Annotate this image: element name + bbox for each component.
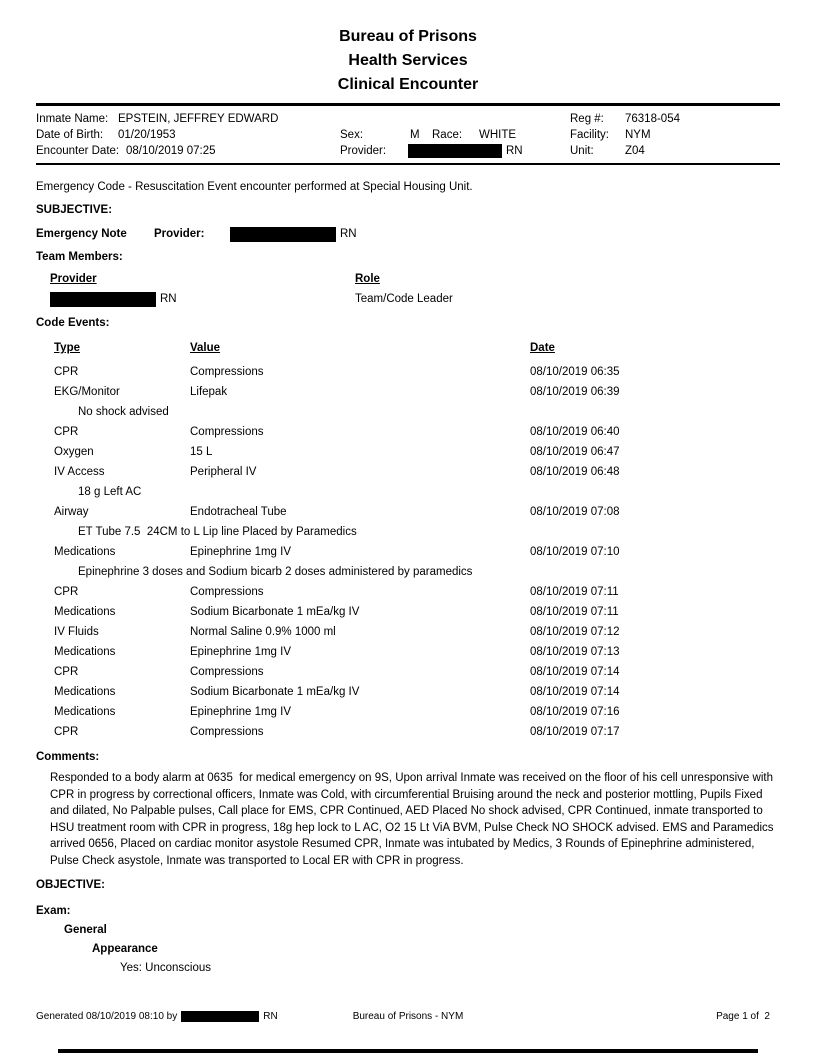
code-event-row bbox=[36, 542, 780, 562]
code-event-row bbox=[36, 602, 780, 622]
code-event-value: Compressions bbox=[190, 726, 264, 738]
info-row-1 bbox=[36, 111, 780, 127]
code-event-type: Medications bbox=[54, 686, 116, 698]
race-value: WHITE bbox=[479, 129, 517, 141]
code-event-row bbox=[36, 622, 780, 642]
code-event-date: 08/10/2019 06:35 bbox=[530, 366, 620, 378]
code-events-table-body bbox=[36, 362, 780, 742]
code-event-item bbox=[36, 642, 780, 662]
code-event-item bbox=[36, 602, 780, 622]
code-event-note: ET Tube 7.5 24CM to L Lip line Placed by Paramedics bbox=[78, 526, 357, 538]
team-members-heading: Team Members: bbox=[36, 251, 123, 263]
code-event-item bbox=[36, 462, 780, 502]
code-event-row bbox=[36, 582, 780, 602]
code-event-value: Compressions bbox=[190, 366, 264, 378]
code-event-row bbox=[36, 422, 780, 442]
header-rule-bottom bbox=[36, 163, 780, 165]
inmate-info-block bbox=[0, 106, 816, 163]
code-event-item bbox=[36, 622, 780, 642]
code-event-item bbox=[36, 382, 780, 422]
code-event-type: CPR bbox=[54, 666, 79, 678]
code-event-type: Oxygen bbox=[54, 446, 94, 458]
document-body bbox=[0, 180, 816, 976]
race-label: Race: bbox=[432, 129, 463, 141]
code-events-table-header bbox=[36, 338, 780, 358]
code-event-row bbox=[36, 502, 780, 522]
code-event-value: Normal Saline 0.9% 1000 ml bbox=[190, 626, 336, 638]
emergency-note-provider-label: Provider: bbox=[154, 228, 205, 240]
code-event-date: 08/10/2019 07:14 bbox=[530, 666, 620, 678]
code-event-type: EKG/Monitor bbox=[54, 386, 120, 398]
code-event-item bbox=[36, 682, 780, 702]
comments-text: Responded to a body alarm at 0635 for medical emergency on 9S, Upon arrival Inmate was received on the floor of his cell unresponsive with CPR in progress by correctional officers, Inmate was Cold, with circumferential Bruising around the neck and posterior mottling, Pupils Fixed and dilated, No Palpable pulses, Call place for EMS, CPR Continued, AED Placed No shock advised, CPR Continued, inmate transported to HSU treatment room with CPR in progress, 18g hep lock to L AC, O2 15 Lt ViA BVM, Pulse Check NO SHOCK advised. EMS and Paramedics arrived 0656, Placed on cardiac monitor asystole Resumed CPR, Inmate was intubated by Medics, 3 Rounds of Epinephrine administered, Pulse Check asystole, Inmate was transported to Local ER with CPR in progress. bbox=[50, 772, 777, 867]
code-event-value: Epinephrine 1mg IV bbox=[190, 706, 292, 718]
code-event-row bbox=[36, 662, 780, 682]
code-event-item bbox=[36, 442, 780, 462]
code-event-date: 08/10/2019 07:12 bbox=[530, 626, 620, 638]
info-row-2 bbox=[36, 127, 780, 143]
code-event-item bbox=[36, 582, 780, 602]
title-line-clinical-encounter: Clinical Encounter bbox=[337, 76, 479, 93]
code-event-value: Epinephrine 1mg IV bbox=[190, 646, 292, 658]
code-event-note: 18 g Left AC bbox=[78, 486, 142, 498]
code-event-date: 08/10/2019 07:08 bbox=[530, 506, 620, 518]
code-event-item bbox=[36, 662, 780, 682]
sex-label: Sex: bbox=[340, 129, 364, 141]
emergency-note-label: Emergency Note bbox=[36, 228, 127, 240]
code-event-date: 08/10/2019 07:16 bbox=[530, 706, 620, 718]
code-event-item bbox=[36, 422, 780, 442]
page-bottom-rule bbox=[58, 1049, 758, 1053]
code-event-value: Sodium Bicarbonate 1 mEa/kg IV bbox=[190, 606, 360, 618]
code-event-type: IV Access bbox=[54, 466, 105, 478]
code-event-row bbox=[36, 642, 780, 662]
code-event-date: 08/10/2019 07:17 bbox=[530, 726, 620, 738]
code-events-type-column-header: Type bbox=[54, 342, 80, 354]
code-event-value: Endotracheal Tube bbox=[190, 506, 287, 518]
team-role-column-header: Role bbox=[355, 273, 380, 285]
facility-label: Facility: bbox=[570, 129, 609, 141]
code-event-row bbox=[36, 362, 780, 382]
encounter-description: Emergency Code - Resuscitation Event encounter performed at Special Housing Unit. bbox=[36, 181, 473, 193]
document-title bbox=[0, 0, 816, 97]
code-event-item bbox=[36, 362, 780, 382]
code-event-date: 08/10/2019 06:39 bbox=[530, 386, 620, 398]
code-event-value: Compressions bbox=[190, 586, 264, 598]
code-event-type: Medications bbox=[54, 606, 116, 618]
team-role-value: Team/Code Leader bbox=[355, 293, 453, 305]
provider-label: Provider: bbox=[340, 145, 387, 157]
facility-value: NYM bbox=[625, 129, 651, 141]
code-event-type: CPR bbox=[54, 586, 79, 598]
code-event-value: Compressions bbox=[190, 666, 264, 678]
code-event-type: CPR bbox=[54, 426, 79, 438]
redaction-emergency-provider-box bbox=[230, 227, 336, 242]
code-event-date: 08/10/2019 06:40 bbox=[530, 426, 620, 438]
code-event-type: Airway bbox=[54, 506, 89, 518]
code-event-row bbox=[36, 442, 780, 462]
code-event-row bbox=[36, 722, 780, 742]
code-event-type: Medications bbox=[54, 546, 116, 558]
encounter-date-value: 08/10/2019 07:25 bbox=[126, 145, 216, 157]
reg-number-value: 76318-054 bbox=[625, 113, 680, 125]
code-event-item bbox=[36, 542, 780, 582]
footer-generated-credentials: RN bbox=[263, 1011, 278, 1022]
code-event-type: IV Fluids bbox=[54, 626, 99, 638]
provider-credentials: RN bbox=[506, 145, 523, 157]
comments-heading: Comments: bbox=[36, 751, 100, 763]
team-table-header bbox=[36, 271, 780, 287]
code-event-row bbox=[36, 682, 780, 702]
code-event-value: Peripheral IV bbox=[190, 466, 257, 478]
code-event-value: 15 L bbox=[190, 446, 213, 458]
dob-label: Date of Birth: bbox=[36, 129, 104, 141]
exam-general-heading: General bbox=[64, 924, 107, 936]
reg-number-label: Reg #: bbox=[570, 113, 604, 125]
code-events-heading: Code Events: bbox=[36, 317, 110, 329]
emergency-note-provider-credentials: RN bbox=[340, 228, 357, 240]
encounter-date-label: Encounter Date: bbox=[36, 145, 120, 157]
team-provider-credentials: RN bbox=[160, 293, 177, 305]
code-event-item bbox=[36, 702, 780, 722]
code-events-date-column-header: Date bbox=[530, 342, 555, 354]
dob-value: 01/20/1953 bbox=[118, 129, 176, 141]
objective-heading: OBJECTIVE: bbox=[36, 879, 106, 891]
code-event-row bbox=[36, 462, 780, 482]
code-event-note: No shock advised bbox=[78, 406, 169, 418]
code-event-date: 08/10/2019 07:11 bbox=[530, 586, 619, 598]
footer-generated-text: Generated 08/10/2019 08:10 by bbox=[36, 1011, 178, 1022]
exam-appearance-heading: Appearance bbox=[92, 943, 158, 955]
unit-label: Unit: bbox=[570, 145, 594, 157]
title-line-bureau: Bureau of Prisons bbox=[339, 28, 477, 45]
title-line-health-services: Health Services bbox=[348, 52, 468, 69]
code-event-item bbox=[36, 502, 780, 542]
code-event-date: 08/10/2019 06:48 bbox=[530, 466, 620, 478]
code-event-item bbox=[36, 722, 780, 742]
sex-value: M bbox=[410, 129, 420, 141]
code-event-value: Lifepak bbox=[190, 386, 228, 398]
code-event-type: Medications bbox=[54, 706, 116, 718]
code-event-date: 08/10/2019 07:13 bbox=[530, 646, 620, 658]
footer-facility-text: Bureau of Prisons - NYM bbox=[352, 1011, 464, 1022]
code-event-type: Medications bbox=[54, 646, 116, 658]
code-events-value-column-header: Value bbox=[190, 342, 221, 354]
inmate-name-value: EPSTEIN, JEFFREY EDWARD bbox=[118, 113, 279, 125]
exam-heading: Exam: bbox=[36, 905, 71, 917]
code-event-value: Sodium Bicarbonate 1 mEa/kg IV bbox=[190, 686, 360, 698]
redaction-team-provider-box bbox=[50, 292, 156, 307]
redaction-provider-name-box bbox=[408, 144, 502, 158]
code-event-value: Compressions bbox=[190, 426, 264, 438]
code-event-date: 08/10/2019 07:10 bbox=[530, 546, 620, 558]
info-row-3 bbox=[36, 143, 780, 159]
code-event-date: 08/10/2019 06:47 bbox=[530, 446, 620, 458]
code-event-type: CPR bbox=[54, 726, 79, 738]
code-event-date: 08/10/2019 07:14 bbox=[530, 686, 620, 698]
inmate-name-label: Inmate Name: bbox=[36, 113, 109, 125]
footer-page-number: Page 1 of 2 bbox=[716, 1011, 770, 1022]
code-event-value: Epinephrine 1mg IV bbox=[190, 546, 292, 558]
team-provider-column-header: Provider bbox=[50, 273, 97, 285]
subjective-heading: SUBJECTIVE: bbox=[36, 204, 113, 216]
code-event-type: CPR bbox=[54, 366, 79, 378]
page-footer bbox=[0, 1010, 816, 1026]
code-event-note: Epinephrine 3 doses and Sodium bicarb 2 doses administered by paramedics bbox=[78, 566, 473, 578]
code-event-row bbox=[36, 702, 780, 722]
code-event-date: 08/10/2019 07:11 bbox=[530, 606, 619, 618]
team-member-row bbox=[36, 291, 780, 307]
emergency-note-row bbox=[36, 226, 780, 242]
unit-value: Z04 bbox=[625, 145, 645, 157]
code-event-row bbox=[36, 382, 780, 402]
exam-appearance-finding: Yes: Unconscious bbox=[120, 962, 211, 974]
